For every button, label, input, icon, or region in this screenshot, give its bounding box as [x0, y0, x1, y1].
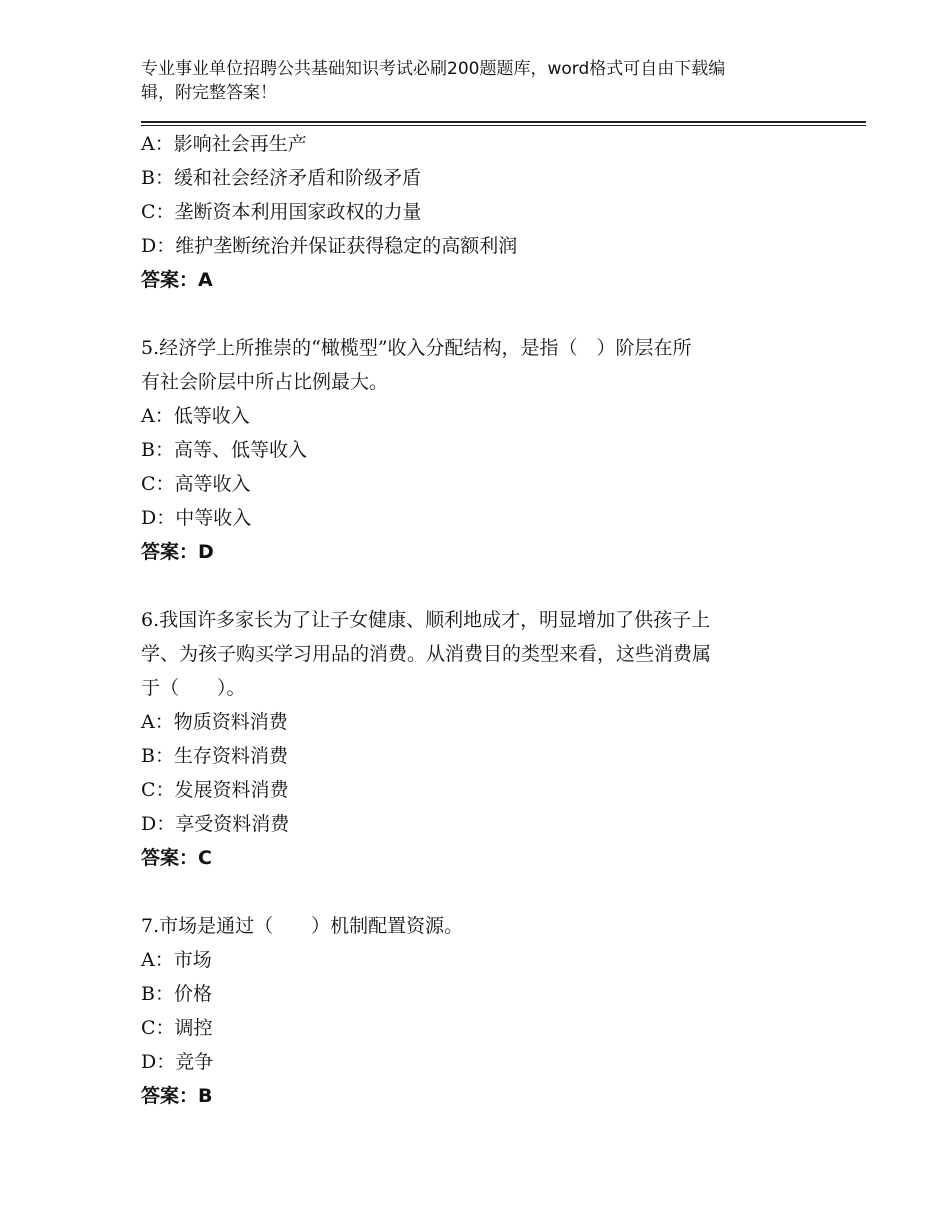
option-a: A：市场 [141, 949, 212, 971]
option-a: A：影响社会再生产 [141, 133, 307, 155]
option-b: B：价格 [141, 983, 212, 1005]
question-block-4 [141, 127, 821, 297]
option-d: D：竞争 [141, 1051, 214, 1073]
question-stem-line: 7.市场是通过（ ）机制配置资源。 [141, 915, 464, 937]
option-d: D：维护垄断统治并保证获得稳定的高额利润 [141, 235, 518, 257]
spacer [141, 569, 821, 603]
header-rule-thick [141, 121, 866, 123]
question-stem-line: 有社会阶层中所占比例最大。 [141, 371, 389, 393]
option-c: C：发展资料消费 [141, 779, 289, 801]
header-rule-thin [141, 125, 866, 126]
spacer [141, 875, 821, 909]
question-block-6 [141, 603, 821, 875]
option-a: A：物质资料消费 [141, 711, 288, 733]
option-d: D：享受资料消费 [141, 813, 290, 835]
option-b: B：高等、低等收入 [141, 439, 307, 461]
answer-label: 答案：D [141, 541, 214, 563]
option-d: D：中等收入 [141, 507, 252, 529]
question-stem-line: 5.经济学上所推崇的“橄榄型”收入分配结构，是指（ ）阶层在所 [141, 337, 692, 359]
option-c: C：高等收入 [141, 473, 251, 495]
question-stem-line: 6.我国许多家长为了让子女健康、顺利地成才，明显增加了供孩子上 [141, 609, 711, 631]
header-line-1: 专业事业单位招聘公共基础知识考试必刷200题题库，word格式可自由下载编 [141, 59, 726, 79]
option-c: C：垄断资本利用国家政权的力量 [141, 201, 422, 223]
question-stem-line: 于（ ）。 [141, 677, 246, 699]
header-line-2: 辑，附完整答案！ [141, 83, 277, 103]
option-c: C：调控 [141, 1017, 213, 1039]
option-b: B：缓和社会经济矛盾和阶级矛盾 [141, 167, 421, 189]
question-stem-line: 学、为孩子购买学习用品的消费。从消费目的类型来看，这些消费属 [141, 643, 712, 665]
question-list [141, 127, 821, 1113]
answer-label: 答案：C [141, 847, 212, 869]
answer-label: 答案：B [141, 1085, 213, 1107]
question-block-7 [141, 909, 821, 1113]
spacer [141, 297, 821, 331]
answer-label: 答案：A [141, 269, 213, 291]
page-header [141, 57, 801, 105]
option-b: B：生存资料消费 [141, 745, 288, 767]
question-block-5 [141, 331, 821, 569]
option-a: A：低等收入 [141, 405, 250, 427]
